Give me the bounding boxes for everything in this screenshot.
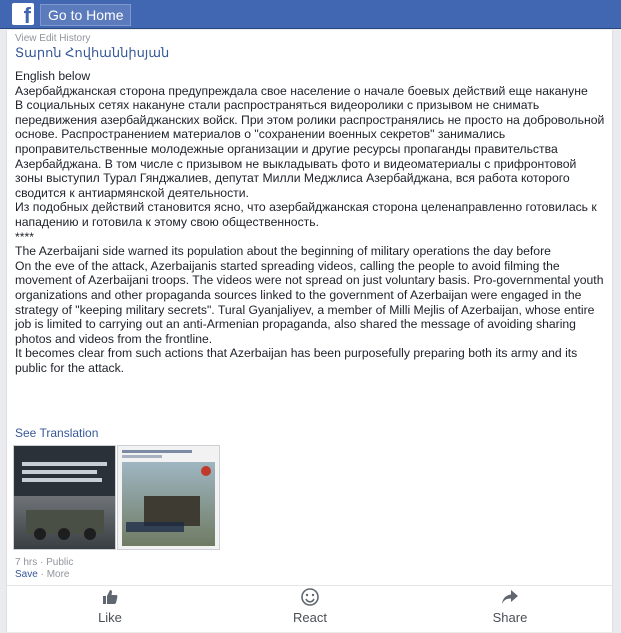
post-paragraph: English below	[15, 69, 91, 83]
post-paragraph: ****	[15, 229, 34, 244]
facebook-logo-icon[interactable]	[12, 3, 34, 28]
photo-text-line	[22, 462, 107, 466]
thumbs-up-icon	[50, 588, 170, 610]
meta-separator: ·	[37, 557, 47, 568]
share-label: Share	[492, 610, 528, 625]
post-action-bar	[7, 585, 612, 633]
post-time[interactable]: 7 hrs	[15, 557, 38, 568]
wheel-shape	[84, 528, 96, 540]
logo-letter: f	[23, 3, 31, 28]
post-paragraph: В социальных сетях накануне стали распространяться видеоролики с призывом не снимать передвижения азербайджанских войск. При этом ролики распространялись не просто на добровольной основе. Распространением материалов о "сохранении военных секретов" занимались проправительственные молодежные организации и другие ресурсы пропаганды правительства Азербайджана. В том числе с призывом не выкладывать фото и видеоматериалы с прифронтовой зоны выступил Турал Гянджалиев, депутат Милли Меджлиса Азербайджана, вся работа которого сводится к антиармянской деятельности.	[15, 98, 605, 200]
photo-caption-bar	[126, 522, 184, 532]
post-photo-1[interactable]	[13, 445, 116, 550]
view-edit-history-link[interactable]: View Edit History	[15, 33, 91, 44]
post-meta	[15, 557, 73, 568]
privacy-label[interactable]: Public	[46, 557, 74, 568]
post-paragraph: Из подобных действий становится ясно, что азербайджанская сторона целенаправленно готовилась к нападению и готовила к этому свою общественность.	[15, 200, 597, 229]
like-label: Like	[98, 610, 122, 625]
photo-header-line	[122, 455, 162, 458]
post-paragraph: Азербайджанская сторона предупреждала свое население о начале боевых действий еще накануне	[15, 83, 588, 98]
like-button[interactable]	[50, 588, 170, 630]
post-card	[6, 30, 613, 632]
see-translation-link[interactable]: See Translation	[15, 426, 99, 440]
wheel-shape	[34, 528, 46, 540]
photo-text-line	[22, 470, 97, 474]
react-button[interactable]	[250, 588, 370, 630]
top-bar	[0, 0, 621, 29]
post-paragraph: It becomes clear from such actions that Azerbaijan has been purposefully preparing both its army and its public for the attack.	[15, 346, 578, 375]
share-arrow-icon	[450, 588, 570, 610]
photo-header-line	[122, 450, 192, 453]
post-text	[15, 69, 607, 375]
post-photo-2[interactable]	[117, 445, 220, 550]
wheel-shape	[58, 528, 70, 540]
post-author[interactable]: Տարոն Հովհաննիսյան	[15, 45, 170, 60]
meta-separator: ·	[37, 569, 47, 580]
more-link[interactable]: More	[46, 569, 70, 580]
channel-badge-icon	[201, 466, 211, 476]
go-to-home-button[interactable]: Go to Home	[40, 4, 131, 26]
react-label: React	[293, 610, 327, 625]
post-paragraph: On the eve of the attack, Azerbaijanis started spreading videos, calling the people to avoid filming the movement of Azerbaijani troops. The videos were not spread on just voluntary basis. Pro-governmental youth organizations and other propaganda sources linked to the government of Azerbaijan were engaged in the strategy of "keeping military secrets". Tural Gyanjaliyev, a member of Milli Mejlis of Azerbaijan, whose entire job is limited to carrying out an anti-Armenian propaganda, also shared the message of avoiding sharing photos and videos from the frontline.	[15, 258, 604, 346]
post-meta-actions	[15, 569, 69, 580]
smiley-icon	[250, 588, 370, 610]
share-button[interactable]	[450, 588, 570, 630]
photo-text-line	[22, 478, 102, 482]
post-paragraph: The Azerbaijani side warned its population about the beginning of military operations the day before	[15, 244, 551, 259]
save-link[interactable]: Save	[15, 569, 38, 580]
